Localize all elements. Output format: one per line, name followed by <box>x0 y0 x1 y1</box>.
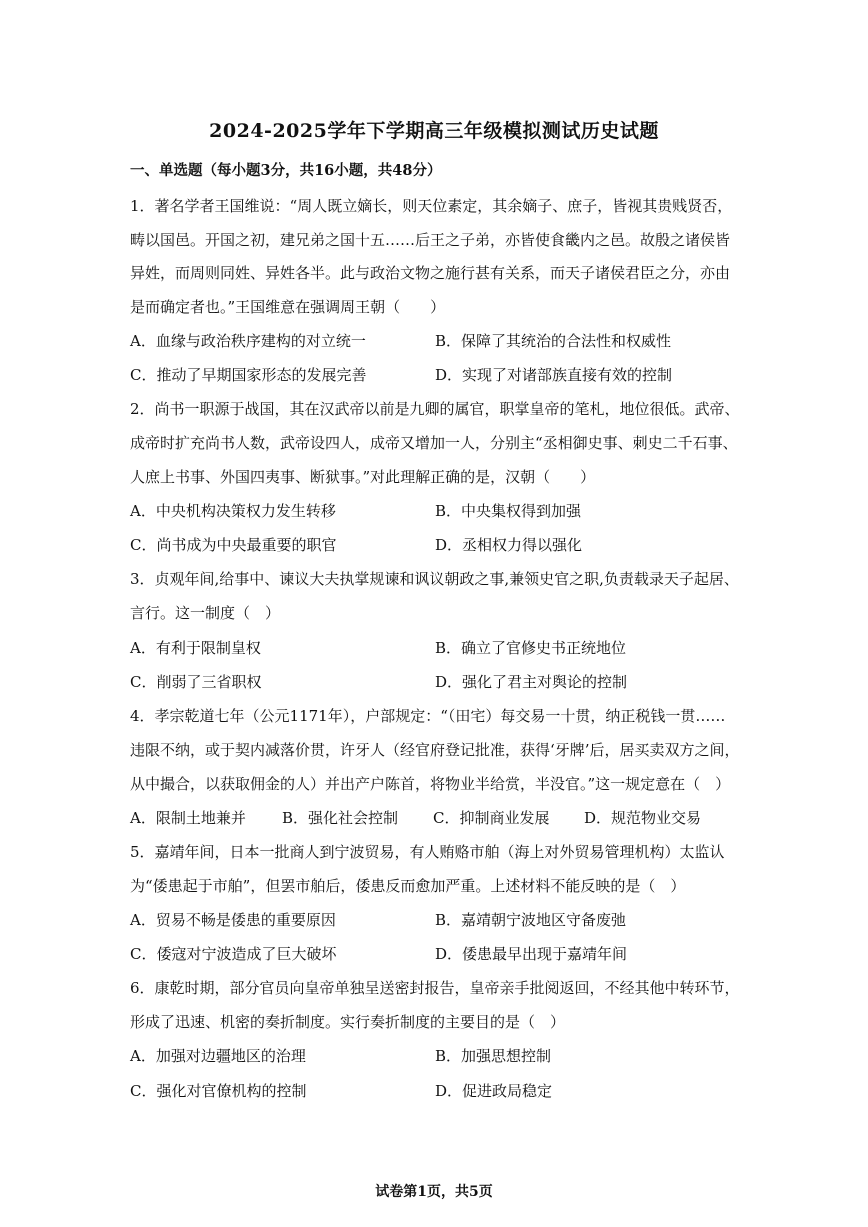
question-4-option-a: A．限制土地兼并 <box>130 809 246 827</box>
question-5-option-b: B．嘉靖朝宁波地区守备废弛 <box>435 911 627 929</box>
question-4-option-b: B．强化社会控制 <box>282 809 399 827</box>
question-1-line-4: 是而确定者也。”王国维意在强调周王朝（ ） <box>130 298 446 316</box>
question-1-option-a: A．血缘与政治秩序建构的对立统一 <box>130 332 366 350</box>
question-4-line-3: 从中撮合，以获取佣金的人）并出产户陈首，将物业半给赏，半没官。”这一规定意在（ ） <box>130 775 731 793</box>
question-3-option-d: D．强化了君主对舆论的控制 <box>435 673 628 691</box>
question-3-option-b: B．确立了官修史书正统地位 <box>435 639 627 657</box>
question-1-option-d: D．实现了对诸部族直接有效的控制 <box>435 366 673 384</box>
question-6-option-d: D．促进政局稳定 <box>435 1082 553 1100</box>
question-6-option-b: B．加强思想控制 <box>435 1047 552 1065</box>
question-2-line-2: 成帝时扩充尚书人数，武帝设四人，成帝又增加一人，分别主“丞相御史事、刺史二千石事、 <box>130 434 738 452</box>
question-1-line-3: 异姓，而周则同姓、异姓各半。此与政治文物之施行甚有关系，而天子诸侯君臣之分，亦由 <box>130 264 731 282</box>
question-6-option-c: C．强化对官僚机构的控制 <box>130 1082 307 1100</box>
section-heading: 一、单选题（每小题3分，共16小题，共48分） <box>130 162 442 179</box>
question-5-line-1: 5．嘉靖年间，日本一批商人到宁波贸易，有人贿赂市舶（海上对外贸易管理机构）太监认 <box>130 843 725 861</box>
question-6-line-2: 形成了迅速、机密的奏折制度。实行奏折制度的主要目的是（ ） <box>130 1013 566 1031</box>
question-3-line-2: 言行。这一制度（ ） <box>130 604 281 622</box>
question-5-option-c: C．倭寇对宁波造成了巨大破坏 <box>130 945 337 963</box>
question-5-option-a: A．贸易不畅是倭患的重要原因 <box>130 911 336 929</box>
question-2-option-a: A．中央机构决策权力发生转移 <box>130 502 336 520</box>
question-6-option-a: A．加强对边疆地区的治理 <box>130 1047 306 1065</box>
question-5-line-2: 为“倭患起于市舶”，但罢市舶后，倭患反而愈加严重。上述材料不能反映的是（ ） <box>130 877 686 895</box>
question-6-line-1: 6．康乾时期，部分官员向皇帝单独呈送密封报告，皇帝亲手批阅返回，不经其他中转环节， <box>130 979 740 997</box>
question-1-option-b: B．保障了其统治的合法性和权威性 <box>435 332 672 350</box>
question-1-line-2: 畴以国邑。开国之初，建兄弟之国十五……后王之子弟，亦皆使食畿内之邑。故殷之诸侯皆 <box>130 231 731 249</box>
question-3-option-a: A．有利于限制皇权 <box>130 639 261 657</box>
question-1-line-1: 1．著名学者王国维说：“周人既立嫡长，则天位素定，其余嫡子、庶子，皆视其贵贱贤否， <box>130 197 733 215</box>
question-4-option-d: D．规范物业交易 <box>584 809 702 827</box>
question-4-line-2: 违限不纳，或于契内减落价贯，许牙人（经官府登记批准，获得‘牙牌’后，居买卖双方之间， <box>130 741 740 759</box>
question-5-option-d: D．倭患最早出现于嘉靖年间 <box>435 945 628 963</box>
question-4-option-c: C．抑制商业发展 <box>433 809 550 827</box>
question-2-line-1: 2．尚书一职源于战国，其在汉武帝以前是九卿的属官，职掌皇帝的笔札，地位很低。武帝、 <box>130 400 740 418</box>
question-2-line-3: 人庶上书事、外国四夷事、断狱事。”对此理解正确的是，汉朝（ ） <box>130 468 596 486</box>
question-2-option-d: D．丞相权力得以强化 <box>435 536 583 554</box>
question-2-option-c: C．尚书成为中央最重要的职官 <box>130 536 337 554</box>
question-3-line-1: 3．贞观年间,给事中、谏议大夫执掌规谏和讽议朝政之事,兼领史官之职,负责载录天子起居、 <box>130 570 739 588</box>
exam-title: 2024-2025学年下学期高三年级模拟测试历史试题 <box>209 120 659 142</box>
question-3-option-c: C．削弱了三省职权 <box>130 673 262 691</box>
question-4-line-1: 4．孝宗乾道七年（公元1171年），户部规定：“（田宅）每交易一十贯，纳正税钱一贯…… <box>130 707 726 725</box>
question-1-option-c: C．推动了早期国家形态的发展完善 <box>130 366 367 384</box>
question-2-option-b: B．中央集权得到加强 <box>435 502 582 520</box>
page-footer: 试卷第1页，共5页 <box>375 1184 493 1200</box>
